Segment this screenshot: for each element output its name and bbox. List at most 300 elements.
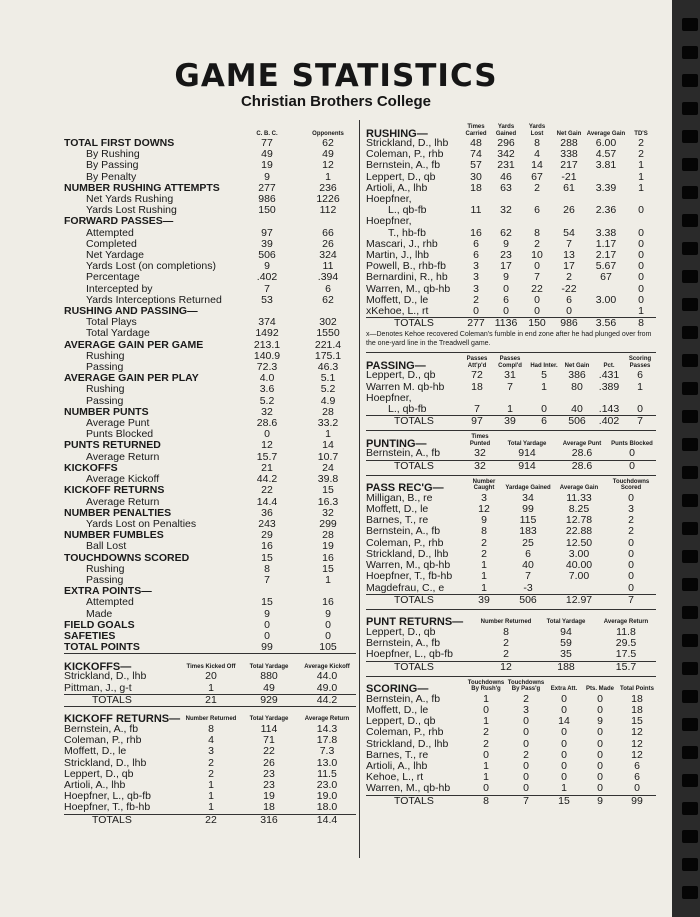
player-name: Hoepfner, L., qb-fb xyxy=(366,649,453,661)
stat-value: 4.57 xyxy=(595,149,617,161)
cbc-value: 213.1 xyxy=(253,339,281,351)
stat-value: 2 xyxy=(534,238,540,250)
cbc-value: 36 xyxy=(261,507,273,519)
stat-label: Average Kickoff xyxy=(86,474,160,486)
stat-value xyxy=(586,194,626,205)
stat-label: NUMBER RUSHING ATTEMPTS xyxy=(64,182,220,194)
stat-label: Yards Lost (on completions) xyxy=(86,261,216,273)
player-name: Leppert, D., qb xyxy=(366,370,436,382)
stat-value: 188 xyxy=(536,661,596,673)
opponents-value: 11 xyxy=(322,261,334,273)
stat-value: 9 xyxy=(481,515,487,527)
stat-row xyxy=(64,429,356,440)
totals-row xyxy=(366,416,656,428)
stat-row xyxy=(64,519,356,530)
stat-value: 40 xyxy=(571,404,583,416)
stat-value: 9 xyxy=(597,716,603,728)
opponents-value: 26 xyxy=(322,238,334,250)
opponents-value: 28 xyxy=(322,406,334,418)
stat-label: FIELD GOALS xyxy=(64,619,135,631)
player-name: Warren, M., qb-hb xyxy=(366,283,451,295)
stat-value: 59 xyxy=(560,638,572,650)
stat-value: 6 xyxy=(503,294,509,306)
column-header: Net Gain xyxy=(564,362,590,369)
player-name: Bernstein, A., fb xyxy=(366,638,441,650)
stat-value: 0 xyxy=(541,404,547,416)
player-row xyxy=(366,138,656,149)
stat-row xyxy=(64,149,356,160)
stat-value: 1 xyxy=(638,306,644,318)
stat-value: 12 xyxy=(478,504,490,516)
stat-value: 2 xyxy=(566,272,572,284)
stat-value: 2 xyxy=(628,515,634,527)
stat-value: 20 xyxy=(205,671,217,683)
column-header: Average Kickoff xyxy=(304,663,350,670)
stat-value: 0 xyxy=(638,294,644,306)
stat-value: 14 xyxy=(558,716,570,728)
stat-value: 7 xyxy=(624,416,656,428)
stat-value: 3 xyxy=(473,283,479,295)
stat-value: 46 xyxy=(500,171,512,183)
stat-value: 80 xyxy=(571,381,583,393)
punt-returns-header-row xyxy=(366,609,656,627)
spiral-binding xyxy=(672,0,700,917)
player-row xyxy=(366,172,656,183)
opponents-value: 15 xyxy=(322,485,334,497)
stat-value: 6 xyxy=(473,238,479,250)
stat-label: Rushing xyxy=(86,350,125,362)
player-name: TOTALS xyxy=(64,694,182,706)
stat-label: Total Yardage xyxy=(86,328,150,340)
stat-row xyxy=(64,452,356,463)
cbc-value: 32 xyxy=(261,406,273,418)
totals-row xyxy=(64,694,356,706)
stat-value: 288 xyxy=(560,138,578,149)
stat-value: 1 xyxy=(637,381,643,393)
punting-table xyxy=(366,430,656,471)
binding-ring xyxy=(682,634,698,647)
stat-value: 17.8 xyxy=(316,735,338,747)
stat-value: 6 xyxy=(528,416,560,428)
stat-value: 914 xyxy=(518,448,536,460)
binding-ring xyxy=(682,18,698,31)
stat-value: 114 xyxy=(260,723,278,735)
binding-ring xyxy=(682,242,698,255)
stat-value: 6 xyxy=(634,772,640,784)
stat-value: 1 xyxy=(208,779,214,791)
stat-value: 2 xyxy=(481,537,487,549)
opponents-value: 62 xyxy=(322,294,334,306)
stat-value: 0 xyxy=(483,749,489,761)
stat-value: 0 xyxy=(483,704,489,716)
stat-value: 19.0 xyxy=(316,791,338,803)
stat-value: 3 xyxy=(523,704,529,716)
stat-value: 8 xyxy=(466,795,506,807)
opponents-value: 324 xyxy=(319,250,337,262)
stat-row xyxy=(64,620,356,631)
stat-value: 8 xyxy=(481,526,487,538)
stat-value: .402 xyxy=(594,416,624,428)
player-name: Artioli, A., lhb xyxy=(366,182,428,194)
opponents-value: 66 xyxy=(322,227,334,239)
stat-value: 2 xyxy=(483,738,489,750)
stat-value: 386 xyxy=(568,370,586,382)
stat-value: 48 xyxy=(470,138,482,149)
stat-row xyxy=(64,418,356,429)
stat-value: 5.67 xyxy=(595,261,617,273)
stat-value: 63 xyxy=(500,182,512,194)
player-row xyxy=(64,780,356,791)
stat-value: 1 xyxy=(483,693,489,705)
opponents-value: 12 xyxy=(322,160,334,172)
stat-value: 1 xyxy=(208,802,214,814)
column-header: Total Yardage xyxy=(507,440,547,447)
stat-value: 0 xyxy=(628,537,634,549)
player-name: Leppert, D., qb xyxy=(366,626,436,638)
cbc-value: 12 xyxy=(261,440,273,452)
stat-value: 18 xyxy=(631,704,643,716)
player-row xyxy=(64,802,356,814)
cbc-value: 5.2 xyxy=(259,395,275,407)
stat-value: 16 xyxy=(470,227,482,239)
stat-value xyxy=(586,284,626,295)
player-row xyxy=(366,272,656,283)
stat-value xyxy=(626,216,656,227)
stat-value: 0 xyxy=(561,749,567,761)
player-name: TOTALS xyxy=(366,460,462,472)
player-name: Coleman, P., rhb xyxy=(366,149,444,161)
player-row xyxy=(366,205,656,216)
opponents-value: 16 xyxy=(322,597,334,609)
stat-value xyxy=(586,172,626,183)
opponents-value: 28 xyxy=(322,530,334,542)
cbc-value: 9 xyxy=(264,608,270,620)
player-row xyxy=(64,724,356,735)
stat-value: 8 xyxy=(534,227,540,239)
opponents-value: 0 xyxy=(325,619,331,631)
stat-value: -22 xyxy=(561,283,577,295)
cbc-value xyxy=(234,306,300,317)
player-row xyxy=(366,638,656,649)
player-name: TOTALS xyxy=(366,594,464,606)
opponents-value: 32 xyxy=(322,507,334,519)
player-row xyxy=(366,216,656,227)
player-row xyxy=(64,791,356,802)
player-name: Strickland, D., lhb xyxy=(366,738,449,750)
stat-value: 61 xyxy=(563,182,575,194)
cbc-value: 506 xyxy=(258,250,276,262)
stat-value: 0 xyxy=(561,738,567,750)
cbc-value: 39 xyxy=(261,238,273,250)
binding-ring xyxy=(682,354,698,367)
stat-value xyxy=(522,194,552,205)
stat-value xyxy=(462,393,492,404)
passing-table xyxy=(366,352,656,427)
stat-value: 7 xyxy=(566,238,572,250)
cbc-value: 28.6 xyxy=(256,418,278,430)
cbc-value: 277 xyxy=(258,182,276,194)
stat-row xyxy=(64,306,356,317)
stat-row xyxy=(64,373,356,384)
stat-value: 1 xyxy=(208,682,214,694)
stat-label: KICKOFFS xyxy=(64,462,118,474)
stat-label: Rushing xyxy=(86,384,125,396)
player-row xyxy=(64,735,356,746)
stat-label: Intercepted by xyxy=(86,283,153,295)
binding-ring xyxy=(682,102,698,115)
stat-value: 6 xyxy=(566,294,572,306)
binding-ring xyxy=(682,158,698,171)
stat-row xyxy=(64,485,356,496)
totals-row xyxy=(366,318,656,330)
stat-value: 54 xyxy=(563,227,575,239)
stat-value: 2 xyxy=(638,149,644,161)
player-name: Strickland, D., lhb xyxy=(366,548,449,560)
binding-ring xyxy=(682,130,698,143)
stat-label: EXTRA POINTS— xyxy=(64,586,152,598)
column-header: Average Gain xyxy=(586,130,626,137)
stat-value: 277 xyxy=(462,318,490,330)
stat-row xyxy=(64,631,356,642)
player-name: Leppert, D., qb xyxy=(366,716,436,728)
cbc-value: 150 xyxy=(258,205,276,217)
column-header: C. B. C. xyxy=(256,130,278,137)
stat-label: NUMBER PENALTIES xyxy=(64,507,172,519)
opponents-value: .394 xyxy=(317,272,339,284)
binding-ring xyxy=(682,270,698,283)
column-header: Pct. xyxy=(603,362,615,369)
stat-value: 7 xyxy=(474,404,480,416)
stat-value: 44.2 xyxy=(298,694,356,706)
stat-value: 18 xyxy=(631,693,643,705)
stat-row xyxy=(64,642,356,653)
cbc-value: 7 xyxy=(264,574,270,586)
binding-ring xyxy=(682,830,698,843)
player-name: Warren, M., qb-hb xyxy=(366,783,451,795)
column-header: Opponents xyxy=(312,130,344,137)
stat-label: FORWARD PASSES— xyxy=(64,216,174,228)
player-row xyxy=(366,370,656,381)
stat-value: 914 xyxy=(498,460,556,472)
opponents-value: 112 xyxy=(319,205,337,217)
opponents-value: 49 xyxy=(322,149,334,161)
stat-value: 7.3 xyxy=(319,746,335,758)
stat-value: 115 xyxy=(519,515,537,527)
stat-value: 0 xyxy=(561,727,567,739)
column-header: Touchdowns Scored xyxy=(612,478,650,492)
stat-value: 6 xyxy=(473,250,479,262)
opponents-value: 5.2 xyxy=(320,384,336,396)
player-name: Bernstein, A., fb xyxy=(366,160,441,172)
stat-label: Made xyxy=(86,608,113,620)
stat-value: 99 xyxy=(522,504,534,516)
stat-value: 13 xyxy=(563,250,575,262)
opponents-value: 1550 xyxy=(316,328,340,340)
binding-ring xyxy=(682,886,698,899)
player-name: Coleman, P., rhb xyxy=(366,727,444,739)
stat-value: 15 xyxy=(546,795,582,807)
stat-row xyxy=(64,384,356,395)
stat-row xyxy=(64,351,356,362)
stat-value: 2 xyxy=(523,749,529,761)
stat-value: 3 xyxy=(473,272,479,284)
player-row xyxy=(366,571,656,582)
stat-value: 217 xyxy=(560,160,578,172)
cbc-value: 8 xyxy=(264,563,270,575)
binding-ring xyxy=(682,466,698,479)
player-row xyxy=(366,538,656,549)
stat-value: 0 xyxy=(637,404,643,416)
stat-row xyxy=(64,586,356,597)
binding-ring xyxy=(682,690,698,703)
stat-row xyxy=(64,239,356,250)
player-row xyxy=(366,306,656,318)
stat-value: 0 xyxy=(597,783,603,795)
stat-value: .143 xyxy=(598,404,620,416)
stat-value: 0 xyxy=(523,738,529,750)
opponents-value: 1 xyxy=(325,574,331,586)
player-name: Hoepfner, xyxy=(366,194,412,206)
stat-value: 34 xyxy=(522,492,534,504)
stat-value: 929 xyxy=(240,694,298,706)
binding-ring xyxy=(682,522,698,535)
stat-label: Attempted xyxy=(86,227,134,239)
stat-value: 26 xyxy=(263,757,275,769)
stat-label: Total Plays xyxy=(86,317,137,329)
binding-ring xyxy=(682,186,698,199)
stat-value: 14 xyxy=(531,160,543,172)
rushing-table xyxy=(366,121,656,329)
cbc-value: 99 xyxy=(261,642,273,654)
opponents-value: 10.7 xyxy=(317,451,339,463)
opponents-value: 1 xyxy=(325,429,331,441)
stat-value: 0 xyxy=(534,261,540,273)
opponents-value: 221.4 xyxy=(314,339,342,351)
stat-value: 4 xyxy=(534,149,540,161)
stat-value: 2 xyxy=(638,138,644,149)
player-name: Artioli, A., lhb xyxy=(366,760,428,772)
player-name: Mascari, J., rhb xyxy=(366,238,438,250)
stat-row xyxy=(64,362,356,373)
binding-ring xyxy=(682,74,698,87)
stat-value: 0 xyxy=(628,571,634,583)
team-header-row xyxy=(64,121,356,138)
player-name: L., qb-fb xyxy=(388,404,427,416)
stat-value: 1 xyxy=(481,571,487,583)
stat-value: 3.38 xyxy=(595,227,617,239)
stat-value: 2 xyxy=(208,757,214,769)
cbc-value: 0 xyxy=(264,429,270,441)
stat-value: 0 xyxy=(628,560,634,572)
player-name: Barnes, T., re xyxy=(366,515,429,527)
stat-value: 0 xyxy=(473,306,479,318)
stat-label: TOTAL FIRST DOWNS xyxy=(64,138,175,149)
stat-value: 26 xyxy=(563,205,575,217)
totals-row xyxy=(366,594,656,606)
stat-value: 506 xyxy=(560,416,594,428)
stat-value: 3 xyxy=(473,261,479,273)
stat-value: 0 xyxy=(638,205,644,217)
stat-value: 0 xyxy=(634,783,640,795)
stat-value: 67 xyxy=(600,272,612,284)
stat-value: 14.4 xyxy=(298,814,356,826)
stat-value: 0 xyxy=(561,693,567,705)
kickoffs-table xyxy=(64,653,356,706)
player-row xyxy=(366,194,656,205)
opponents-value: 175.1 xyxy=(314,350,342,362)
player-row xyxy=(366,716,656,727)
scoring-table xyxy=(366,676,656,807)
stat-value: 0 xyxy=(597,772,603,784)
stat-value: 1 xyxy=(481,582,487,594)
cbc-value: 97 xyxy=(261,227,273,239)
stat-value: 8 xyxy=(626,318,656,330)
stat-value: 0 xyxy=(523,783,529,795)
stat-label: Average Punt xyxy=(86,418,150,430)
player-row xyxy=(366,393,656,404)
player-row xyxy=(366,750,656,761)
cbc-value: 14.4 xyxy=(256,496,278,508)
stat-value: 8.25 xyxy=(568,504,590,516)
opponents-value: 39.8 xyxy=(317,474,339,486)
stat-value: 0 xyxy=(503,306,509,318)
stat-value: 30 xyxy=(470,171,482,183)
stat-label: By Rushing xyxy=(86,149,140,161)
stat-value: 40 xyxy=(522,560,534,572)
stat-value: 9 xyxy=(503,272,509,284)
player-name: Bernstein, A., fb xyxy=(64,723,139,735)
stat-value: 11.5 xyxy=(317,768,337,780)
player-row xyxy=(366,149,656,160)
column-header: Total Yardage xyxy=(546,619,586,626)
stat-value: 2 xyxy=(628,526,634,538)
stat-value: 17.5 xyxy=(615,649,637,661)
stat-value: 21 xyxy=(182,694,240,706)
stat-value: 3.56 xyxy=(586,318,626,330)
cbc-value: 15 xyxy=(261,552,273,564)
player-row xyxy=(366,493,656,504)
stat-value: 3.39 xyxy=(595,182,617,194)
stat-value: 32 xyxy=(500,205,512,217)
punt-returns-table xyxy=(366,609,656,673)
player-row xyxy=(366,228,656,239)
stat-value: 97 xyxy=(462,416,492,428)
stat-label: NUMBER FUMBLES xyxy=(64,530,164,542)
binding-ring xyxy=(682,438,698,451)
player-row xyxy=(64,746,356,757)
stat-value: 22.88 xyxy=(565,526,593,538)
stat-value: 338 xyxy=(560,149,578,161)
stat-value: 8 xyxy=(534,138,540,149)
stat-row xyxy=(64,194,356,205)
stat-value: 3.81 xyxy=(595,160,617,172)
stat-label: Passing xyxy=(86,362,124,374)
column-divider xyxy=(359,120,360,858)
totals-row xyxy=(64,814,356,826)
cbc-value: 22 xyxy=(261,485,273,497)
stat-value: 18 xyxy=(470,182,482,194)
stat-value: 0 xyxy=(503,283,509,295)
stat-value xyxy=(492,393,528,404)
cbc-value: 986 xyxy=(258,194,276,206)
stat-value: 183 xyxy=(519,526,537,538)
stat-value: 22 xyxy=(531,283,543,295)
column-header: Net Gain xyxy=(556,130,582,137)
stat-value: -3 xyxy=(523,582,533,594)
column-header: Had Inter. xyxy=(530,362,558,369)
stat-label: TOTAL POINTS xyxy=(64,642,140,654)
binding-ring xyxy=(682,214,698,227)
